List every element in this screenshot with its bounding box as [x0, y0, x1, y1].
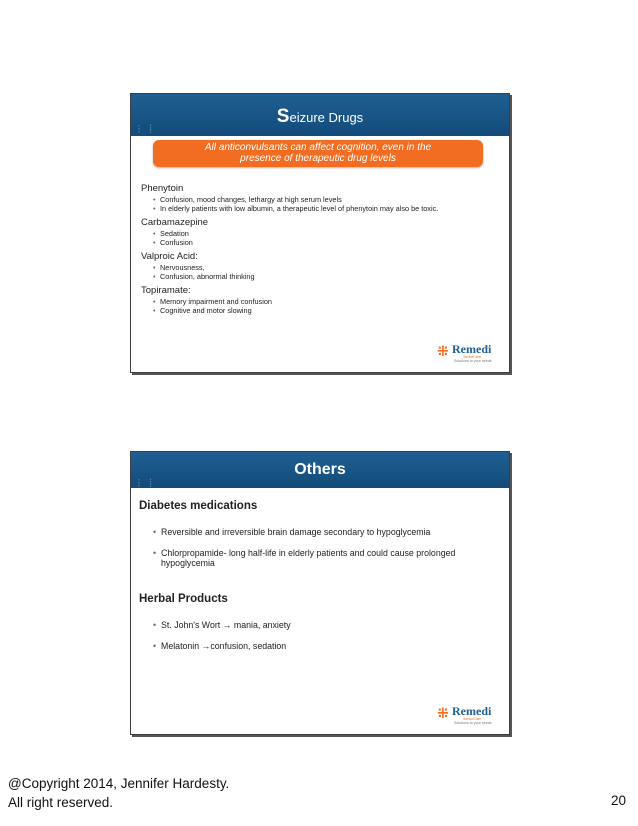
- drug-name: Valproic Acid:: [141, 251, 198, 262]
- section-heading: Diabetes medications: [139, 500, 258, 512]
- remedi-logo: [437, 704, 501, 726]
- list-item: • Chlorpropamide- long half-life in elderly patients and could cause prolonged hypoglycemia: [153, 548, 501, 568]
- drug-name: Topiramate:: [141, 285, 191, 296]
- callout-line: presence of therapeutic drug levels: [240, 153, 396, 164]
- decorative-pattern-icon: ⁝ ⁞: [137, 476, 155, 490]
- slide-seizure-drugs: [130, 93, 510, 373]
- drug-name: Phenytoin: [141, 183, 184, 194]
- remedi-mark-icon: ⁜: [437, 706, 449, 722]
- drug-entry: [141, 183, 501, 213]
- list-item: • Confusion: [153, 238, 501, 247]
- others-content: [139, 500, 501, 662]
- list-item: • St. John's Wort → mania, anxiety: [153, 620, 501, 630]
- logo-subtitle: SeniorCare: [463, 355, 482, 359]
- list-item: • Melatonin →confusion, sedation: [153, 641, 501, 651]
- list-item: • Confusion, mood changes, lethargy at high serum levels: [153, 195, 501, 204]
- slide-others: [130, 451, 510, 735]
- drug-name: Carbamazepine: [141, 217, 209, 228]
- remedi-mark-icon: ⁜: [437, 344, 449, 360]
- slide-title-bar: [131, 452, 509, 488]
- logo-tagline: Solutions to your needs: [454, 721, 492, 725]
- drug-list: [141, 183, 501, 319]
- copyright-line: @Copyright 2014, Jennifer Hardesty.: [8, 776, 230, 791]
- list-item: • Sedation: [153, 229, 501, 238]
- remedi-logo: [437, 342, 501, 364]
- copyright-notice: [8, 774, 229, 812]
- drug-entry: [141, 251, 501, 281]
- slide-title-bar: [131, 94, 509, 136]
- list-item: • In elderly patients with low albumin, a therapeutic level of phenytoin may also be toxic.: [153, 204, 501, 213]
- logo-brand: Remedi: [452, 704, 492, 718]
- decorative-pattern-icon: ⁝ ⁞: [137, 122, 155, 136]
- drug-entry: [141, 285, 501, 315]
- drug-entry: [141, 217, 501, 247]
- list-item: • Nervousness,: [153, 263, 501, 272]
- slide-title: Others: [294, 461, 346, 478]
- callout-box: [153, 140, 483, 167]
- list-item: • Memory impairment and confusion: [153, 297, 501, 306]
- list-item: • Reversible and irreversible brain damage secondary to hypoglycemia: [153, 527, 501, 537]
- logo-tagline: Solutions to your needs: [454, 359, 492, 363]
- callout-line: All anticonvulsants can affect cognition, even in the: [204, 142, 432, 153]
- list-item: • Confusion, abnormal thinking: [153, 272, 501, 281]
- logo-brand: Remedi: [452, 342, 492, 356]
- section-heading: Herbal Products: [139, 593, 228, 605]
- logo-subtitle: SeniorCare: [463, 717, 482, 721]
- list-item: • Cognitive and motor slowing: [153, 306, 501, 315]
- slide-title: Seizure Drugs: [276, 106, 364, 127]
- page-number: 20: [610, 793, 626, 808]
- copyright-line: All right reserved.: [8, 795, 114, 810]
